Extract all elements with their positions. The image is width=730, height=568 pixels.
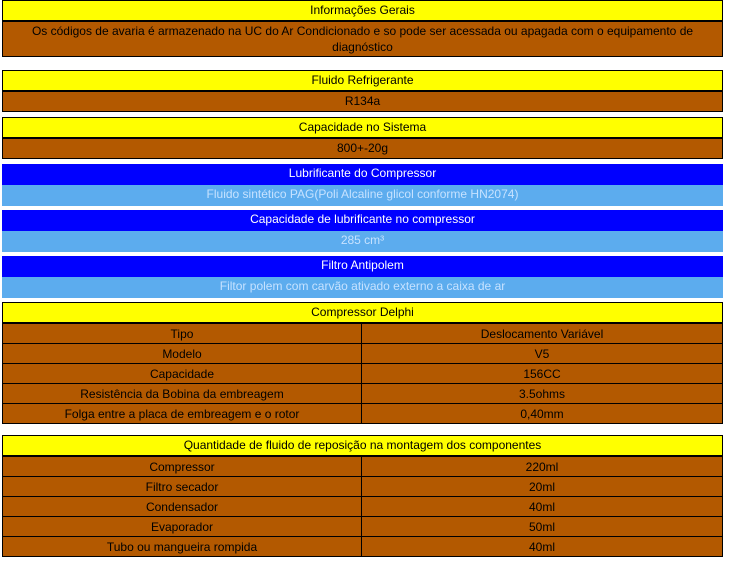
refrigerant-value: R134a bbox=[2, 91, 723, 112]
compressor-table bbox=[2, 323, 723, 424]
replacement-label: Condensador bbox=[3, 497, 362, 517]
refrigerant-header: Fluido Refrigerante bbox=[2, 70, 723, 91]
replacement-label: Filtro secador bbox=[3, 477, 362, 497]
filter-section bbox=[2, 256, 723, 298]
table-row bbox=[3, 517, 723, 537]
replacement-value: 50ml bbox=[362, 517, 723, 537]
table-row bbox=[3, 404, 723, 424]
table-row bbox=[3, 457, 723, 477]
compressor-header: Compressor Delphi bbox=[2, 302, 723, 323]
filter-header: Filtro Antipolem bbox=[2, 256, 723, 277]
compressor-value: V5 bbox=[362, 344, 723, 364]
replacement-value: 20ml bbox=[362, 477, 723, 497]
compressor-value: 156CC bbox=[362, 364, 723, 384]
compressor-section bbox=[2, 302, 723, 424]
compressor-value: 3.5ohms bbox=[362, 384, 723, 404]
table-row bbox=[3, 344, 723, 364]
replacement-label: Compressor bbox=[3, 457, 362, 477]
replacement-value: 220ml bbox=[362, 457, 723, 477]
lubricant-capacity-header: Capacidade de lubrificante no compressor bbox=[2, 210, 723, 231]
table-row bbox=[3, 477, 723, 497]
replacement-header: Quantidade de fluido de reposição na montagem dos componentes bbox=[2, 435, 723, 456]
replacement-value: 40ml bbox=[362, 537, 723, 557]
replacement-section bbox=[2, 435, 723, 557]
lubricant-header: Lubrificante do Compressor bbox=[2, 164, 723, 185]
replacement-label: Evaporador bbox=[3, 517, 362, 537]
replacement-table bbox=[2, 456, 723, 557]
table-row bbox=[3, 324, 723, 344]
table-row bbox=[3, 384, 723, 404]
compressor-label: Modelo bbox=[3, 344, 362, 364]
capacity-header: Capacidade no Sistema bbox=[2, 117, 723, 138]
table-row bbox=[3, 537, 723, 557]
table-row bbox=[3, 497, 723, 517]
info-section bbox=[2, 0, 723, 57]
compressor-label: Capacidade bbox=[3, 364, 362, 384]
capacity-value: 800+-20g bbox=[2, 138, 723, 159]
lubricant-capacity-value: 285 cm³ bbox=[2, 231, 723, 252]
info-header: Informações Gerais bbox=[2, 0, 723, 21]
replacement-label: Tubo ou mangueira rompida bbox=[3, 537, 362, 557]
lubricant-value: Fluido sintético PAG(Poli Alcaline glicol conforme HN2074) bbox=[2, 185, 723, 206]
replacement-value: 40ml bbox=[362, 497, 723, 517]
compressor-value: 0,40mm bbox=[362, 404, 723, 424]
info-text: Os códigos de avaria é armazenado na UC do Ar Condicionado e so pode ser acessada ou apagada com o equipamento de diagnóstico bbox=[2, 21, 723, 57]
capacity-section bbox=[2, 117, 723, 159]
compressor-value: Deslocamento Variável bbox=[362, 324, 723, 344]
compressor-label: Folga entre a placa de embreagem e o rotor bbox=[3, 404, 362, 424]
refrigerant-section bbox=[2, 70, 723, 112]
compressor-label: Resistência da Bobina da embreagem bbox=[3, 384, 362, 404]
table-row bbox=[3, 364, 723, 384]
filter-value: Filtor polem com carvão ativado externo a caixa de ar bbox=[2, 277, 723, 298]
lubricant-capacity-section bbox=[2, 210, 723, 252]
compressor-label: Tipo bbox=[3, 324, 362, 344]
lubricant-section bbox=[2, 164, 723, 206]
